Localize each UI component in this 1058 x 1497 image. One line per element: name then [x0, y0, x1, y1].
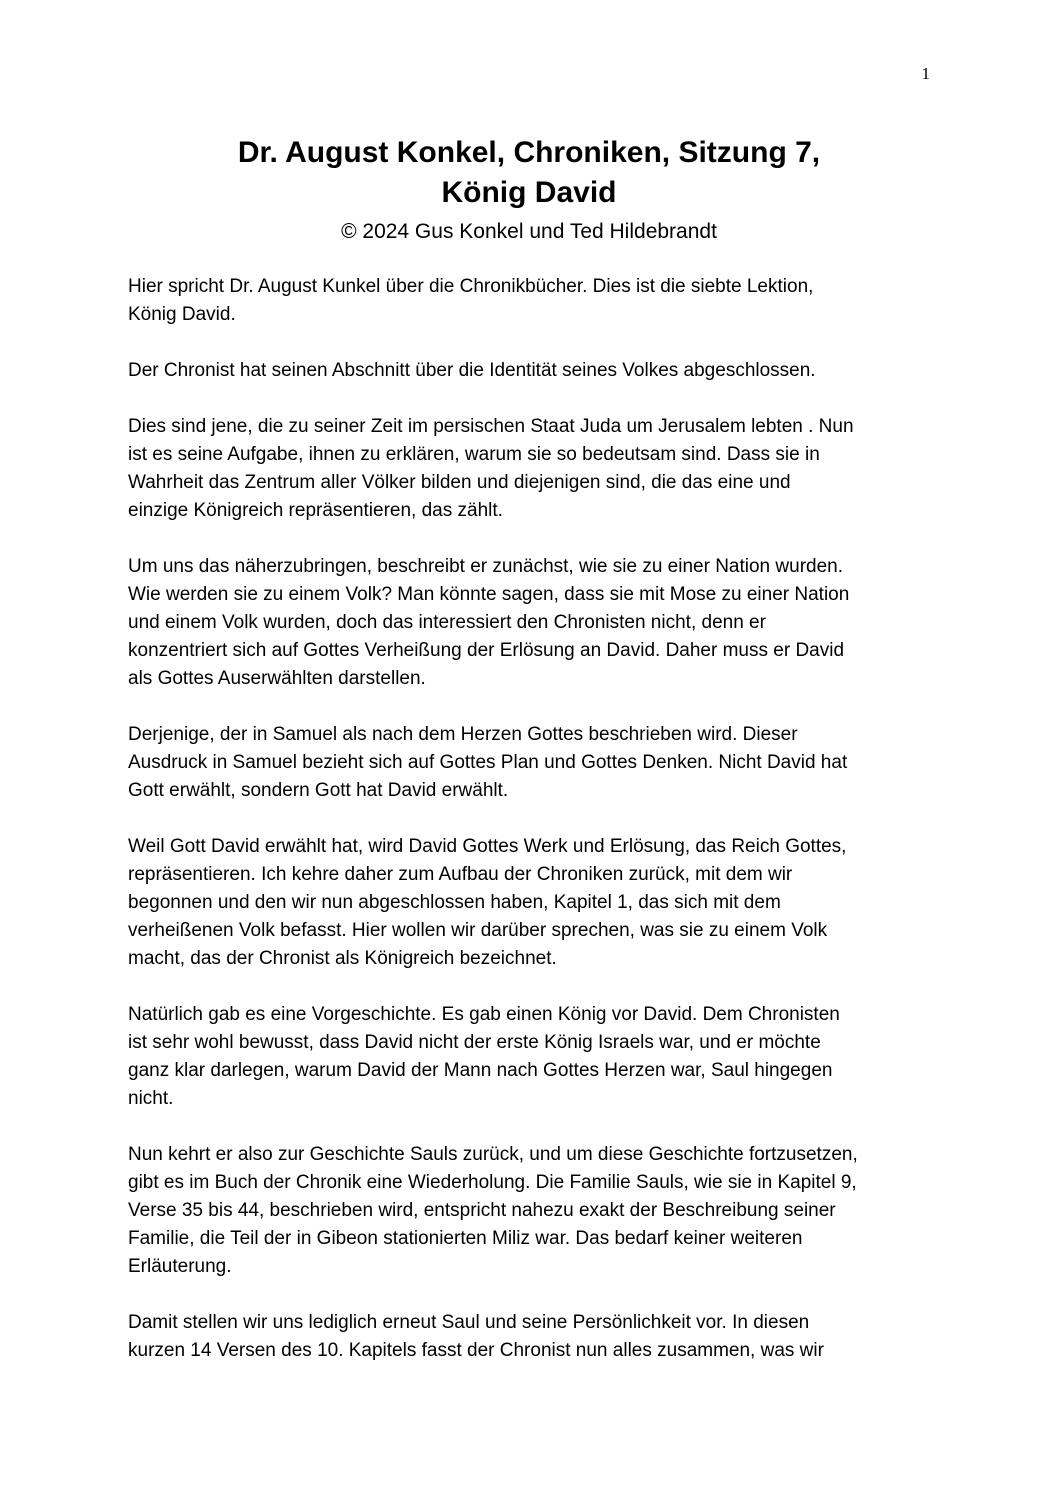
paragraph-6 [128, 833, 948, 973]
text-line: als Gottes Auserwählten darstellen. [128, 668, 426, 689]
text-line: nicht. [128, 1088, 174, 1109]
text-line: kurzen 14 Versen des 10. Kapitels fasst der Chronist nun alles zusammen, was wir [128, 1340, 824, 1361]
document-title-line-2: König David [441, 176, 617, 209]
text-line: gibt es im Buch der Chronik eine Wiederholung. Die Familie Sauls, wie sie in Kapitel 9, [128, 1172, 857, 1193]
paragraph-1 [128, 273, 948, 329]
text-line: und einem Volk wurden, doch das interessiert den Chronisten nicht, denn er [128, 612, 766, 633]
text-line: ganz klar darlegen, warum David der Mann nach Gottes Herzen war, Saul hingegen [128, 1060, 833, 1081]
text-line: Derjenige, der in Samuel als nach dem Herzen Gottes beschrieben wird. Dieser [128, 724, 798, 745]
paragraph-4 [128, 553, 948, 693]
text-line: Nun kehrt er also zur Geschichte Sauls zurück, und um diese Geschichte fortzusetzen, [128, 1144, 858, 1165]
document-title-line-1: Dr. August Konkel, Chroniken, Sitzung 7, [237, 136, 821, 169]
text-line: Damit stellen wir uns lediglich erneut Saul und seine Persönlichkeit vor. In diesen [128, 1312, 810, 1333]
text-line: Wie werden sie zu einem Volk? Man könnte sagen, dass sie mit Mose zu einer Nation [128, 584, 850, 605]
text-line: ist es seine Aufgabe, ihnen zu erklären, warum sie so bedeutsam sind. Dass sie in [128, 444, 820, 465]
text-line: macht, das der Chronist als Königreich bezeichnet. [128, 948, 557, 969]
text-line: Weil Gott David erwählt hat, wird David Gottes Werk und Erlösung, das Reich Gottes, [128, 836, 847, 857]
text-line: Familie, die Teil der in Gibeon stationierten Miliz war. Das bedarf keiner weiteren [128, 1228, 803, 1249]
document-body [128, 273, 948, 1393]
text-line: Um uns das näherzubringen, beschreibt er zunächst, wie sie zu einer Nation wurden. [128, 556, 843, 577]
text-line: Hier spricht Dr. August Kunkel über die Chronikbücher. Dies ist die siebte Lektion, [128, 276, 814, 297]
text-line: konzentriert sich auf Gottes Verheißung der Erlösung an David. Daher muss er David [128, 640, 845, 661]
text-line: Erläuterung. [128, 1256, 232, 1277]
text-line: Gott erwählt, sondern Gott hat David erwählt. [128, 780, 509, 801]
paragraph-5 [128, 721, 948, 805]
text-line: repräsentieren. Ich kehre daher zum Aufbau der Chroniken zurück, mit dem wir [128, 864, 793, 885]
text-line: begonnen und den wir nun abgeschlossen haben, Kapitel 1, das sich mit dem [128, 892, 781, 913]
paragraph-2 [128, 357, 948, 385]
text-line: Dies sind jene, die zu seiner Zeit im persischen Staat Juda um Jerusalem lebten . Nun [128, 416, 854, 437]
text-line: Natürlich gab es eine Vorgeschichte. Es gab einen König vor David. Dem Chronisten [128, 1004, 840, 1025]
copyright-notice: © 2024 Gus Konkel und Ted Hildebrandt [341, 220, 717, 243]
text-line: Verse 35 bis 44, beschrieben wird, entspricht nahezu exakt der Beschreibung seiner [128, 1200, 836, 1221]
text-line: einzige Königreich repräsentieren, das zählt. [128, 500, 503, 521]
text-line: verheißenen Volk befasst. Hier wollen wir darüber sprechen, was sie zu einem Volk [128, 920, 828, 941]
paragraph-3 [128, 413, 948, 525]
paragraph-7 [128, 1001, 948, 1113]
text-line: Ausdruck in Samuel bezieht sich auf Gottes Plan und Gottes Denken. Nicht David hat [128, 752, 848, 773]
page-number: 1 [921, 64, 930, 83]
text-line: König David. [128, 304, 236, 325]
text-line: ist sehr wohl bewusst, dass David nicht der erste König Israels war, und er möchte [128, 1032, 821, 1053]
text-line: Wahrheit das Zentrum aller Völker bilden und diejenigen sind, die das eine und [128, 472, 791, 493]
text-line: Der Chronist hat seinen Abschnitt über die Identität seines Volkes abgeschlossen. [128, 360, 816, 381]
paragraph-8 [128, 1141, 948, 1281]
paragraph-9 [128, 1309, 948, 1365]
